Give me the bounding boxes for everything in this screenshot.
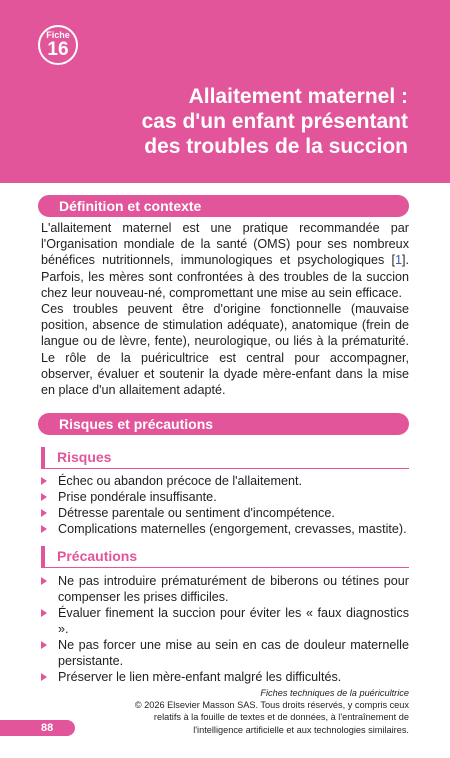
bullet-triangle-icon bbox=[41, 641, 47, 649]
title-line: des troubles de la succion bbox=[144, 135, 408, 158]
reference-link[interactable]: 1 bbox=[394, 253, 402, 268]
fiche-badge bbox=[38, 25, 78, 65]
bullet-triangle-icon bbox=[41, 477, 47, 485]
bullet-triangle-icon bbox=[41, 577, 47, 585]
list-item: Prise pondérale insuffisante. bbox=[41, 489, 409, 505]
list-item: Ne pas forcer une mise au sein en cas de douleur maternelle persistante. bbox=[41, 637, 409, 669]
fiche-label: Fiche bbox=[46, 30, 70, 40]
definition-text: L'allaitement maternel est une pratique recommandée par l'Organisation mondiale de la santé (OMS) pour ses nombreux bénéfices nutritionnels, immunologiques et psychologiques [ bbox=[41, 221, 409, 268]
list-item: Échec ou abandon précoce de l'allaitement. bbox=[41, 473, 409, 489]
list-item: Ne pas introduire prématurément de biberons ou tétines pour compenser les prises difficiles. bbox=[41, 573, 409, 605]
subheading-precautions: Précautions bbox=[41, 546, 409, 568]
risques-list bbox=[41, 473, 409, 537]
definition-paragraph-1 bbox=[41, 220, 409, 301]
page-title bbox=[48, 84, 408, 159]
bullet-triangle-icon bbox=[41, 509, 47, 517]
list-item: Détresse parentale ou sentiment d'incompétence. bbox=[41, 505, 409, 521]
subheading-risques: Risques bbox=[41, 447, 409, 469]
bullet-triangle-icon bbox=[41, 525, 47, 533]
title-line: cas d'un enfant présentant bbox=[141, 110, 408, 133]
precautions-list bbox=[41, 573, 409, 685]
section-heading-definition: Définition et contexte bbox=[38, 195, 409, 217]
bullet-triangle-icon bbox=[41, 673, 47, 681]
header-banner bbox=[0, 0, 450, 183]
fiche-number: 16 bbox=[47, 39, 69, 60]
title-line: Allaitement maternel : bbox=[188, 85, 408, 108]
list-item: Évaluer finement la succion pour éviter les « faux diagnostics ». bbox=[41, 605, 409, 637]
definition-paragraph-2: Ces troubles peuvent être d'origine fonctionnelle (mauvaise position, absence de stimulation adéquate), anatomique (frein de langue ou de lèvre, fente), neurologique, ou liés à la prématurité. Le rôle de la puéricultrice est central pour accompagner, observer, évaluer et soutenir la dyade mère-enfant dans la mise en place d'un allaitement adapté. bbox=[41, 302, 409, 398]
bullet-triangle-icon bbox=[41, 493, 47, 501]
definition-text: ]. Parfois, les mères sont confrontées à des troubles de la succion chez leur nouveau-né, compromettant une mise au sein efficace. bbox=[41, 253, 409, 300]
list-item: Complications maternelles (engorgement, crevasses, mastite). bbox=[41, 521, 409, 537]
copyright-notice: © 2026 Elsevier Masson SAS. Tous droits réservés, y compris ceux relatifs à la fouille de textes et de données, à l'entraînement de l'intelligence artificielle et aux technologies similaires. bbox=[134, 700, 409, 735]
footer-credit bbox=[109, 687, 409, 736]
section-heading-risques-precautions: Risques et précautions bbox=[38, 413, 409, 435]
bullet-triangle-icon bbox=[41, 609, 47, 617]
page-number: 88 bbox=[0, 720, 75, 736]
list-item: Préserver le lien mère-enfant malgré les difficultés. bbox=[41, 669, 409, 685]
book-title: Fiches techniques de la puéricultrice bbox=[260, 688, 409, 698]
